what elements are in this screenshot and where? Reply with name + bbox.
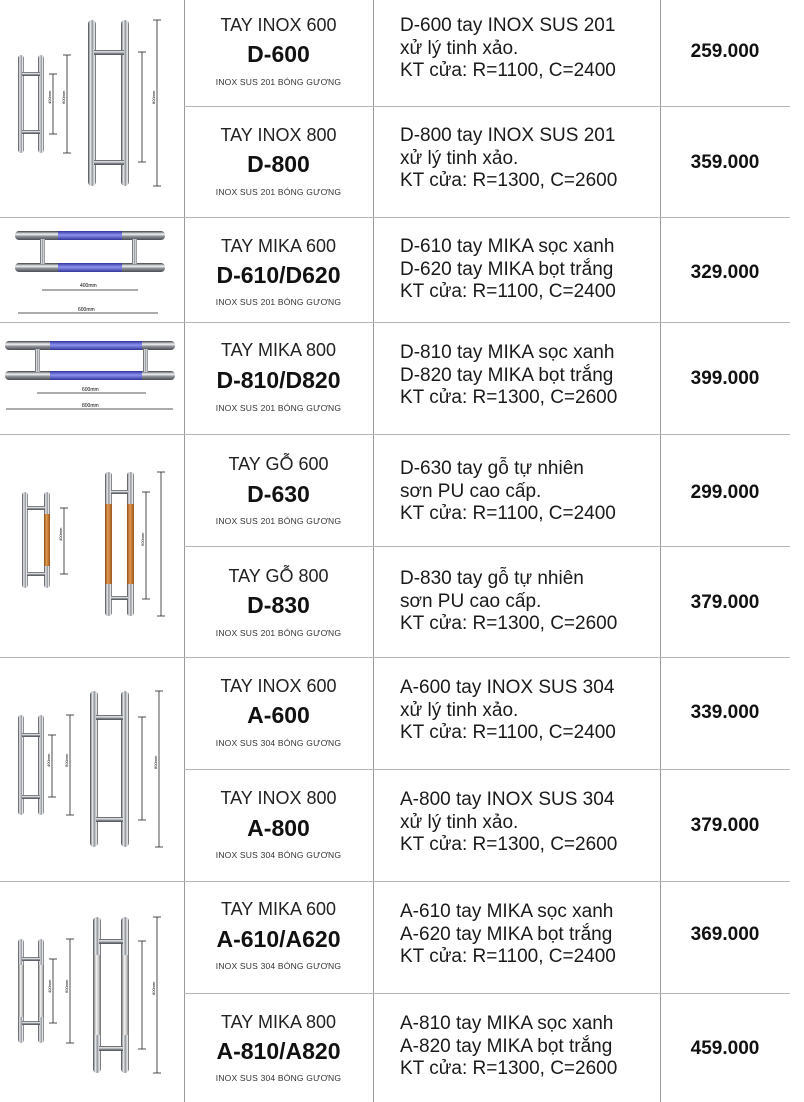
product-price: 259.000 [690,41,760,62]
product-description: A-600 tay INOX SUS 304 xử lý tinh xảo. KT cửa: R=1100, C=2400 [400,677,616,743]
dimension-label: 600mm [61,90,66,104]
product-title: TAY MIKA 800 [220,1012,337,1032]
dimension-label: 400mm [80,283,97,289]
row-divider [184,769,790,770]
product-price: 359.000 [690,152,760,173]
product-spec: INOX SUS 304 BÓNG GƯƠNG [215,738,342,748]
product-price: 339.000 [690,702,760,723]
product-spec: INOX SUS 201 BÓNG GƯƠNG [215,297,342,307]
dimension-label: 400mm [58,527,63,541]
dimension-label: 800mm [151,90,156,104]
product-title: TAY MIKA 600 [220,236,337,256]
product-spec: INOX SUS 201 BÓNG GƯƠNG [215,516,342,526]
product-code: D-630 [247,481,310,507]
product-code: D-830 [247,592,310,618]
product-title: TAY INOX 600 [220,676,337,696]
dimension-label: 600mm [64,753,69,767]
product-code: D-610/D620 [216,262,341,288]
product-code: A-800 [247,815,310,841]
dimension-label: 400mm [47,979,52,993]
product-description: A-810 tay MIKA sọc xanh A-820 tay MIKA bọt trắng KT cửa: R=1300, C=2600 [400,1013,618,1079]
row-divider [184,993,790,994]
dimension-label: 800mm [82,403,99,409]
product-code: D-810/D820 [216,367,341,393]
dimension-label: 800mm [153,755,158,769]
row-divider [184,546,790,547]
product-price: 399.000 [690,368,760,389]
product-description: D-630 tay gỗ tự nhiên sơn PU cao cấp. KT cửa: R=1100, C=2400 [400,458,616,524]
product-spec: INOX SUS 304 BÓNG GƯƠNG [215,1073,342,1083]
product-title: TAY INOX 800 [220,125,337,145]
product-spec: INOX SUS 201 BÓNG GƯƠNG [215,628,342,638]
dimension-label: 600mm [64,979,69,993]
product-title: TAY INOX 800 [220,788,337,808]
handle-d630-image [0,434,184,657]
dimension-label: 400mm [47,90,52,104]
product-description: D-800 tay INOX SUS 201 xử lý tinh xảo. KT cửa: R=1300, C=2600 [400,125,618,191]
handle-d600-image [0,0,184,217]
dimension-label: 600mm [140,532,145,546]
row-divider [184,106,790,107]
product-description: A-800 tay INOX SUS 304 xử lý tinh xảo. KT cửa: R=1300, C=2600 [400,789,618,855]
product-price: 379.000 [690,815,760,836]
product-code: A-610/A620 [216,926,341,952]
handle-d610-image [0,217,184,322]
product-price: 369.000 [690,924,760,945]
product-title: TAY MIKA 800 [220,340,337,360]
column-divider [660,0,661,1102]
product-spec: INOX SUS 201 BÓNG GƯƠNG [215,187,342,197]
product-code: A-600 [247,702,310,728]
product-title: TAY INOX 600 [220,15,337,35]
dimension-label: 600mm [78,307,95,313]
product-code: D-600 [247,41,310,67]
product-title: TAY GỖ 800 [228,566,329,586]
product-title: TAY MIKA 600 [220,899,337,919]
product-title: TAY GỖ 600 [228,454,329,474]
dimension-label: 600mm [82,387,99,393]
handle-d810-image [0,322,184,434]
handle-a600-image [0,657,184,881]
dimension-label: 800mm [151,981,156,995]
product-price: 379.000 [690,592,760,613]
column-divider [184,0,185,1102]
product-spec: INOX SUS 304 BÓNG GƯƠNG [215,961,342,971]
product-code: D-800 [247,151,310,177]
product-price: 299.000 [690,482,760,503]
handle-a610-image [0,881,184,1102]
column-divider [373,0,374,1102]
product-description: A-610 tay MIKA sọc xanh A-620 tay MIKA bọt trắng KT cửa: R=1100, C=2400 [400,901,616,967]
product-spec: INOX SUS 201 BÓNG GƯƠNG [215,403,342,413]
product-description: D-610 tay MIKA sọc xanh D-620 tay MIKA bọt trắng KT cửa: R=1100, C=2400 [400,236,616,302]
dimension-label: 400mm [46,753,51,767]
product-spec: INOX SUS 304 BÓNG GƯƠNG [215,850,342,860]
product-description: D-600 tay INOX SUS 201 xử lý tinh xảo. KT cửa: R=1100, C=2400 [400,15,616,81]
product-price: 459.000 [690,1038,760,1059]
product-description: D-830 tay gỗ tự nhiên sơn PU cao cấp. KT cửa: R=1300, C=2600 [400,568,618,634]
product-spec: INOX SUS 201 BÓNG GƯƠNG [215,77,342,87]
product-description: D-810 tay MIKA sọc xanh D-820 tay MIKA bọt trắng KT cửa: R=1300, C=2600 [400,342,618,408]
product-price: 329.000 [690,262,760,283]
product-code: A-810/A820 [216,1038,341,1064]
